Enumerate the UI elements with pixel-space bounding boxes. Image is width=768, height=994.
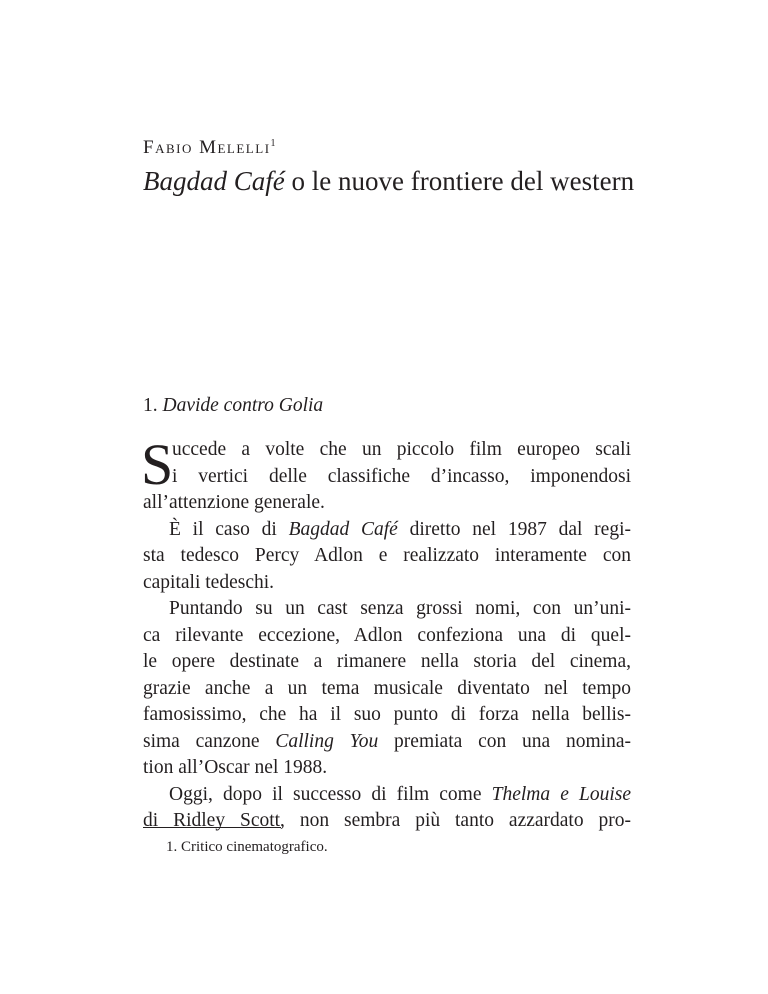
film-title: Bagdad Café [288, 518, 398, 540]
text-line: Puntando su un cast senza grossi nomi, con un’uni- [169, 598, 631, 619]
text-line [143, 729, 631, 756]
section-number: 1. [143, 395, 158, 416]
text-line: famosissimo, che ha il suo punto di forza nella bellis- [143, 704, 631, 725]
book-page [141, 0, 635, 994]
text-line: ca rilevante eccezione, Adlon confeziona una di quel- [143, 624, 631, 646]
chapter-title-rest: o le nuove frontiere del western [284, 166, 635, 196]
text-run: premiata con una nomina- [378, 730, 631, 752]
body-text [141, 432, 631, 835]
text-run: sima canzone [143, 730, 276, 752]
chapter-title [143, 163, 634, 199]
chapter-title-film: Bagdad Café [143, 166, 285, 196]
author-name [143, 136, 276, 160]
text-line: i vertici delle classifiche d’incasso, imponendosi [172, 465, 631, 487]
footnote-divider [143, 827, 281, 828]
text-run: diretto nel 1987 dal regi- [397, 518, 631, 540]
footnote: 1. Critico cinematografico. [166, 839, 328, 855]
text-run: Oggi, dopo il successo di film come [169, 783, 492, 805]
text-line: di Ridley Scott, non sembra più tanto azzardato pro- [143, 810, 631, 831]
film-title: Thelma e Louise [491, 783, 631, 805]
text-line: tion all’Oscar nel 1988. [143, 757, 328, 778]
text-line [143, 517, 631, 544]
text-line: sta tedesco Percy Adlon e realizzato interamente con [143, 545, 631, 566]
author-name-text: Fabio Melelli [143, 137, 271, 158]
text-line: uccede a volte che un piccolo film europeo scali [172, 439, 631, 460]
text-line: capitali tedeschi. [143, 571, 275, 593]
song-title: Calling You [275, 730, 379, 752]
footnote-ref[interactable]: 1 [270, 138, 276, 149]
text-line: all’attenzione generale. [143, 492, 325, 513]
text-run: È il caso di [169, 518, 289, 540]
section-heading [143, 393, 323, 419]
drop-cap: S [141, 432, 174, 497]
text-line: grazie anche a un tema musicale diventato nel tempo [143, 677, 631, 699]
text-line [143, 782, 631, 809]
section-title: Davide contro Golia [162, 395, 324, 416]
text-line: le opere destinate a rimanere nella storia del cinema, [143, 651, 631, 672]
